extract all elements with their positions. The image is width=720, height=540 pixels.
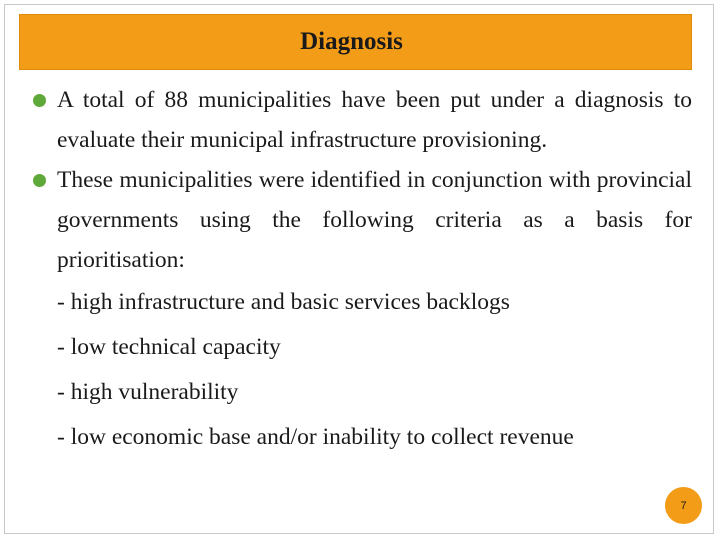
page-number: 7 [680, 499, 687, 512]
criteria-item: - high infrastructure and basic services backlogs [57, 289, 510, 315]
page-number-badge [665, 487, 702, 524]
criteria-item: - low technical capacity [57, 334, 281, 360]
slide-title: Diagnosis [300, 28, 403, 55]
title-bar [19, 14, 692, 70]
bullet-item [30, 160, 692, 280]
criteria-item: - high vulnerability [57, 379, 239, 405]
slide-content [30, 80, 692, 460]
bullet-text: A total of 88 municipalities have been put under a diagnosis to evaluate their municipal infrastructure provisioning. [57, 87, 692, 153]
bullet-text: These municipalities were identified in conjunction with provincial governments using the following criteria as a basis for prioritisation: [57, 167, 692, 273]
bullet-item [30, 80, 692, 160]
bullet-dot-icon [33, 174, 46, 187]
criteria-item: - low economic base and/or inability to collect revenue [57, 424, 574, 450]
bullet-dot-icon [33, 94, 46, 107]
